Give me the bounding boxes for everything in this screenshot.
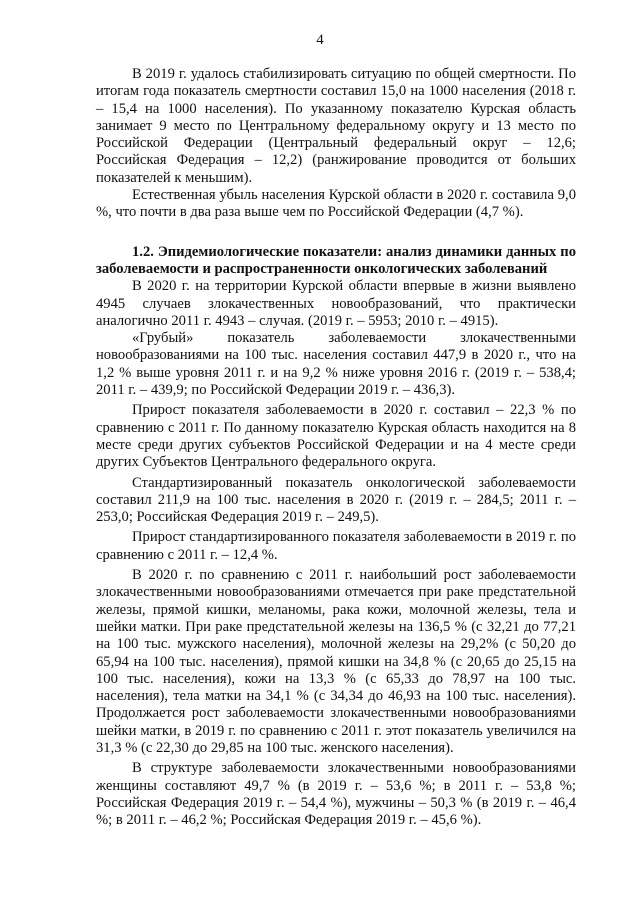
paragraph-largest-growth: В 2020 г. по сравнению с 2011 г. наибольший рост заболеваемости злокачественными новообразованиями отмечается при раке предстательной железы, прямой кишки, меланомы, рака кожи, молочной железы, тела и шейки матки. При раке предстательной железы на 136,5 % (с 32,21 до 77,21 на 100 тыс. мужского населения), молочной железы на 29,2% (с 50,20 до 65,94 на 100 тыс. населения), прямой кишки на 34,8 % (с 20,65 до 25,15 на 100 тыс. населения), кожи на 13,3 % (с 65,33 до 78,97 на 100 тыс. населения), тела матки на 34,1 % (с 34,34 до 46,93 на 100 тыс. населения). Продолжается рост заболеваемости злокачественными новообразованиями шейки матки, в 2019 г. по сравнению с 2011 г. этот показатель увеличился на 31,3 % (с 22,30 до 29,85 на 100 тыс. женского населения). — [96, 567, 576, 756]
paragraph-crude-rate: «Грубый» показатель заболеваемости злокачественными новообразованиями на 100 тыс. населения составил 447,9 в 2020 г., что на 1,2 % выше уровня 2011 г. и на 9,2 % ниже уровня 2016 г. (2019 г. – 538,4; 2011 г. – 439,9; по Российской Федерации 2019 г. – 436,3). — [96, 330, 576, 399]
document-body — [96, 66, 576, 829]
paragraph-standardized-rate: Стандартизированный показатель онкологической заболеваемости составил 211,9 на 100 тыс. населения в 2020 г. (2019 г. – 284,5; 2011 г. – 253,0; Российская Федерация 2019 г. – 249,5). — [96, 474, 576, 526]
paragraph-standardized-growth: Прирост стандартизированного показателя заболеваемости в 2019 г. по сравнению с 2011 г. – 12,4 %. — [96, 529, 576, 563]
paragraph-natural-decline: Естественная убыль населения Курской области в 2020 г. составила 9,0 %, что почти в два раза выше чем по Российской Федерации (4,7 %). — [96, 187, 576, 221]
paragraph-structure-by-sex: В структуре заболеваемости злокачественными новообразованиями женщины составляют 49,7 % (в 2019 г. – 53,6 %; в 2011 г. – 53,8 %; Российская Федерация 2019 г. – 54,4 %), мужчины – 50,3 % (в 2019 г. – 46,4 %; в 2011 г. – 46,2 %; Российская Федерация 2019 г. – 45,6 %). — [96, 760, 576, 829]
paragraph-rate-growth: Прирост показателя заболеваемости в 2020 г. составил – 22,3 % по сравнению с 2011 г. По данному показателю Курская область находится на 8 месте среди других субъектов Российской Федерации и на 4 месте среди других Субъектов Центрального федерального округа. — [96, 402, 576, 471]
page-number: 4 — [316, 32, 324, 48]
section-heading: 1.2. Эпидемиологические показатели: анализ динамики данных по заболеваемости и распространенности онкологических заболеваний — [96, 243, 576, 277]
paragraph-mortality: В 2019 г. удалось стабилизировать ситуацию по общей смертности. По итогам года показатель смертности составил 15,0 на 1000 населения (2018 г. – 15,4 на 1000 населения). По указанному показателю Курская область занимает 9 место по Центральному федеральному округу и 13 место по Российской Федерации (Центральный федеральный округ – 12,6; Российская Федерация – 12,2) (ранжирование проводится от больших показателей к меньшим). — [96, 66, 576, 186]
paragraph-new-cases: В 2020 г. на территории Курской области впервые в жизни выявлено 4945 случаев злокачественных новообразований, что практически аналогично 2011 г. 4943 – случая. (2019 г. – 5953; 2010 г. – 4915). — [96, 278, 576, 329]
